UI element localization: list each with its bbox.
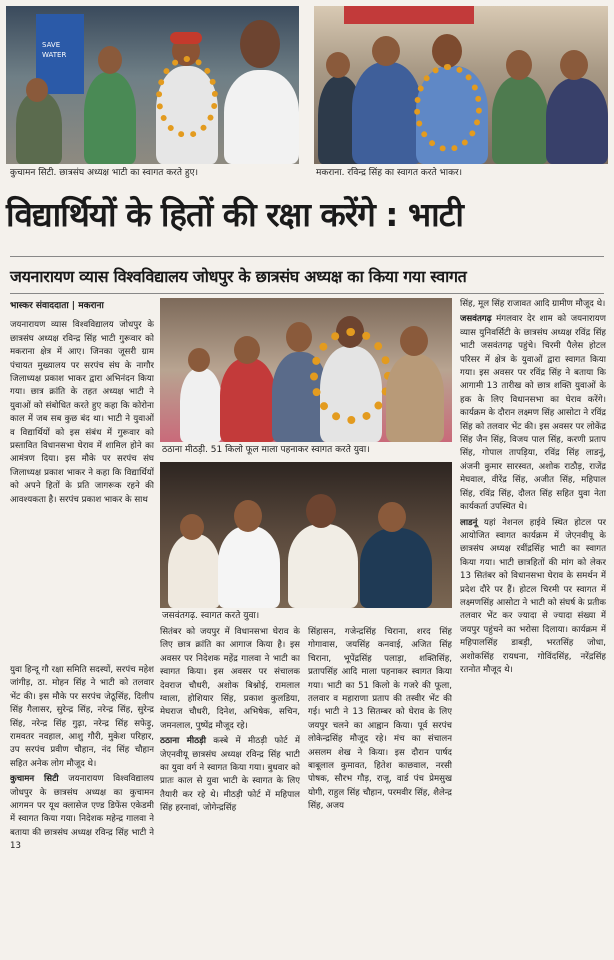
headline: विद्यार्थियों के हितों की रक्षा करेंगे : भाटी <box>6 195 463 234</box>
column-2-text: सितंबर को जयपुर में विधानसभा घेराव के लिए छात्र क्रांति का आगाज किया है। इस अवसर पर निदेशक महेंद्र गालवा ने भाटी का स्वागत किया। इस अवसर पर संचालक देवराज चौधरी, अशोक बिश्नोई, रामलाल ग्वाला, होशियार सिंह, प्रकाश कुलडिया, मेघराज चौधरी, दिनेश, अभिषेक, सचिन, जमनलाल, पुष्पेंद्र मौजूद रहे। <box>160 627 300 731</box>
column-4-top-text: सिंह, मूल सिंह राजावत आदि ग्रामीण मौजूद थे। <box>460 299 606 309</box>
save-water-banner: SAVE WATER <box>36 14 84 94</box>
photo-top-right-caption: मकराना. रविन्द्र सिंह का स्वागत करते भाकर। <box>316 168 463 178</box>
ladnun-text: यहां नेशनल हाईवे स्थित होटल पर आयोजित स्वागत कार्यक्रम में जेएनवीयू के छात्रसंघ अध्यक्ष रवींद्रसिंह भाटी का स्वागत किया गया। भाटी छात्रहितों की मांग को लेकर 13 सितंबर को विधानसभा घेराव के समर्थन में प्रदेश दौरे पर हैं। होटल चिरमी पर स्वागत में लक्ष्मणसिंह आसोटा ने भाटी को संघर्ष के प्रतीक तलवार भेंट कर ज्यादा से ज्यादा संख्या में जयपुर पहुंचने का भरोसा दिलाया। कार्यक्रम में महिपालसिंह डाबड़ी, भरतसिंह जोधा, अशोकसिंह रायधना, गोविंदसिंह, नरेंद्रसिंह रतनोत मौजूद थे। <box>460 517 606 675</box>
jaswantgarh-label: जसवंतगढ़ <box>460 314 492 325</box>
jaswantgarh-text: मंगलवार देर शाम को जयनारायण व्यास युनिवर्सिटी के छात्रसंघ अध्यक्ष रविंद्र सिंह भाटी जसवंतगढ़ पहुंचे। चिरमी पैलेस होटल परिसर में क्षेत्र के युवाओं द्वारा स्वागत किया गया। इस अवसर पर रविंद्र सिंह ने बताया कि आगामी 13 तारीख को छात्र शक्ति युवाओं के हक के लिए विधानसभा का घेराव करेंगे। कार्यक्रम के दौरान लक्ष्मण सिंह आसोटा ने रविंद्र सिंह को तलवार भेंट की। इस अवसर पर लोकेंद्र सिंह जैन सिंह, विजय पाल सिंह, करणी प्रताप सिंह, गोपाल तापड़िया, रविंद्र सिंह लाडनूं, अंजनी कुमार सारस्वत, अशोक राठौड़, राजेंद्र मेघवाल, वीरेंद्र सिंह, अजीत सिंह, महिपाल सिंह, रविंद्र सिंह, दौलत सिंह सहित युवा नेता कार्यकर्ता उपस्थित थे। <box>460 314 606 513</box>
photo-top-left <box>6 6 299 164</box>
ladnun-label: लाडनूं <box>460 517 478 528</box>
photo-bottom <box>160 462 452 608</box>
photo-middle-caption: ठठाना मीठड़ी. 51 किलो फूल माला पहनाकर स्वागत करते युवा। <box>162 445 370 455</box>
column-1-top-text: जयनारायण व्यास विश्वविद्यालय जोधपुर के छात्रसंघ अध्यक्ष रविन्द्र सिंह भाटी गुरूवार को मकराना क्षेत्र में आए। जिनका जूसरी ग्राम पंचायत मुख्यालय पर सरपंच संघ के नागौर जिलाध्यक्ष प्रकाश भाकर द्वारा अभिनंदन किया गया। छात्र क्रांति के तहत अध्यक्ष भाटी ने युवाओं को संबोधित करते हुए कहा कि कोरोना काल में जब सब कुछ बंद था। भाटी ने युवाओं व विद्यार्थियों को इस संबंध में गुरूवार को प्रस्तावित विधानसभा घेराव में शामिल होने का आमंत्रण दिया। इस मौके पर सरपंच संघ जिलाध्यक्ष प्रकाश भाकर ने कहा कि विद्यार्थियों को अपने हितों के प्रति जागरूक रहने की आवश्यकता है। सरपंच प्रकाश भाकर के साथ <box>10 320 154 505</box>
subheadline: जयनारायण व्यास विश्वविद्यालय जोधपुर के छात्रसंघ अध्यक्ष का किया गया स्वागत <box>10 267 467 286</box>
column-1-top <box>10 300 154 663</box>
kuchaman-text: जयनारायण विश्वविद्यालय जोधपुर के छात्रसंघ अध्यक्ष का कुचामन आगमन पर यूथ क्लासेज एण्ड डिफेंस एकेडमी में स्वागत किया गया। निदेशक महेन्द्र गालवा ने बताया की छात्रसंघ अध्यक्ष रविन्द्र सिंह भाटी ने 13 <box>10 774 154 852</box>
photo-bottom-caption: जसवंतगढ़. स्वागत करते युवा। <box>162 611 260 621</box>
photo-top-right <box>314 6 608 164</box>
column-1-bottom-text: युवा हिन्दू गौ रक्षा समिति सदस्यों, सरपंच महेश जांगीड़, ठा. मोहन सिंह ने भाटी को तलवार भेंट की। इस मौके पर सरपंच जेठूसिंह, दिलीप सिंह गैलासर, सुरेन्द्र सिंह, नरेन्द्र सिंह, सुरेन्द्र सिंह, नरेन्द्र सिंह गुढ़ा, नरेन्द्र सिंह सफेड़ु, रामवतर नवहाल, आशु गौरी, मुकेश परिहार, उप सरपंच प्रवीण चौहान, नंद सिंह चौहान सहित अनेक लोग मौजूद थे। <box>10 665 154 769</box>
kuchaman-label: कुचामन सिटी <box>10 774 59 785</box>
column-2 <box>160 626 300 954</box>
column-3-text: सिंहासन, गजेन्द्रसिंह चिराना, शरद सिंह गोगावास, जयसिंह कनवाई, अजित सिंह चिराना, भूपेंद्रसिंह पलाड़ा, शक्तिसिंह, प्रतापसिंह आदि माला पहनाकर स्वागत किया गया। भाटी का 51 किलो के गजरे की फूला, तलवार व महाराणा प्रताप की तस्वीर भेंट की गई। भाटी ने 13 सितम्बर को घेराव के लिए जयपुर चलने का आह्वान किया। पूर्व सरपंच लोकेन्द्रसिंह मौजूद रहे। मंच का संचालन असलम शेख ने किया। इस दौरान पार्षद बाबूलाल कुमावत, हितेश काछवाल, नरसी पोषक, सौरभ गौड़, राजू, वार्ड पंच प्रेमसुख योगी, राहुल सिंह चौहान, परमवीर सिंह, शैलेन्द्र सिंह, अजय <box>308 627 452 812</box>
column-3 <box>308 626 452 954</box>
column-1-bottom <box>10 664 154 954</box>
thathana-label: ठठाना मीठड़ी <box>160 736 206 747</box>
column-4 <box>460 298 606 954</box>
byline: भास्कर संवाददाता | मकराना <box>10 301 104 311</box>
photo-middle <box>160 298 452 442</box>
photo-top-left-caption: कुचामन सिटी. छात्रसंघ अध्यक्ष भाटी का स्वागत करते हुए। <box>10 168 199 178</box>
thathana-text: कस्बे में मीठड़ी फोर्ट में जेएनवीयू छात्रसंघ अध्यक्ष रविन्द्र सिंह भाटी का युवा वर्ग ने स्वागत किया गया। बुधवार को प्रातः काल से युवा भाटी के स्वागत के लिए तैयारी कर रहे थे। मीठड़ी फोर्ट में महिपाल सिंह हरनावां, जोगेन्द्रसिंह <box>160 736 300 814</box>
subheadline-rule <box>10 293 604 294</box>
headline-rule <box>10 256 604 257</box>
